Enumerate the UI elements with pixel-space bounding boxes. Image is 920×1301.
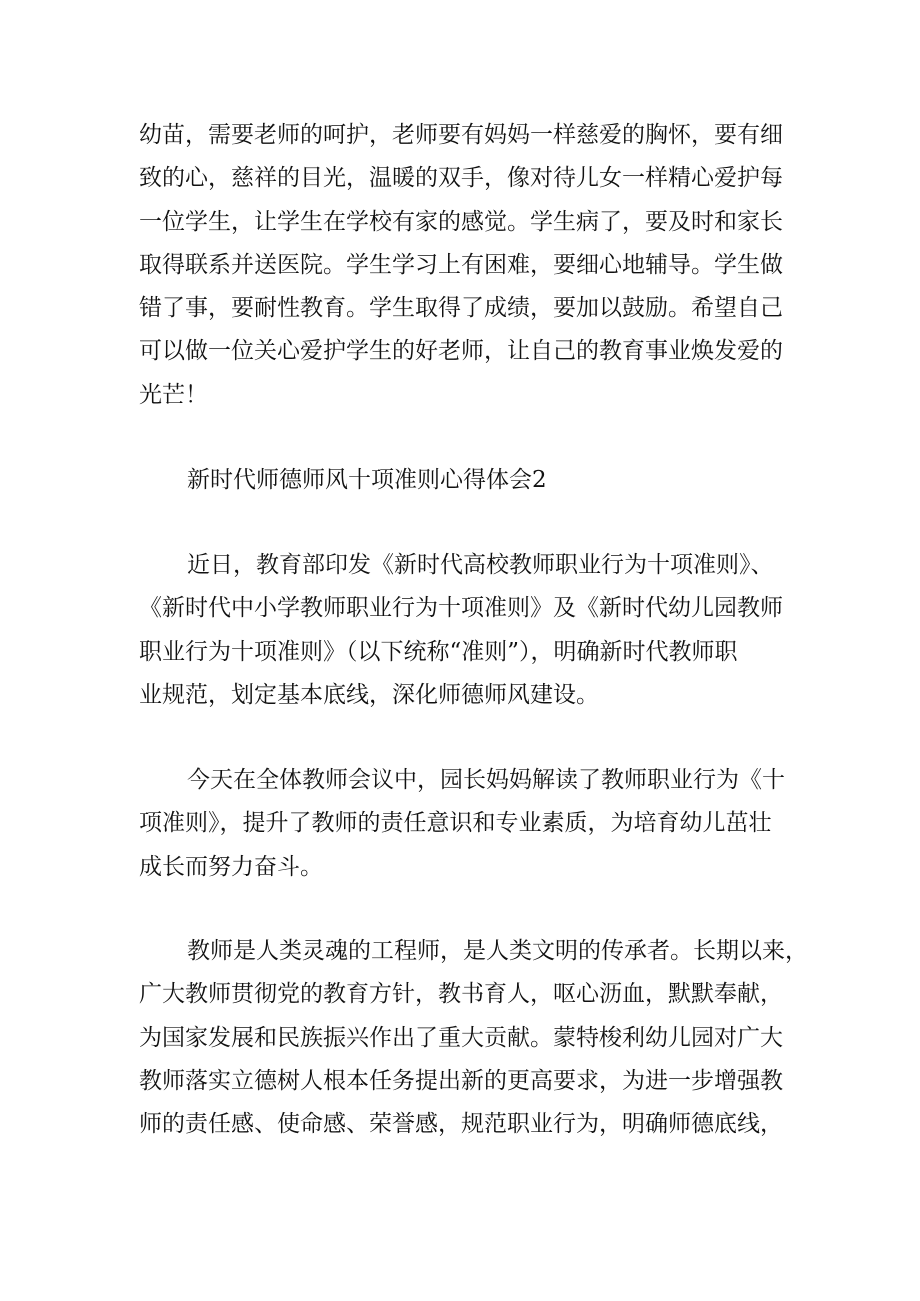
text-line: 可以做一位关心爱护学生的好老师，让自己的教育事业焕发爱的 — [139, 338, 783, 365]
text-line: 取得联系并送医院。学生学习上有困难，要细心地辅导。学生做 — [139, 251, 783, 278]
text-line: 教师是人类灵魂的工程师，是人类文明的传承者。长期以来， — [187, 938, 808, 964]
text-line: 《新时代中小学教师职业行为十项准则》及《新时代幼儿园教师 — [139, 595, 783, 622]
text-line: 致的心，慈祥的目光，温暖的双手，像对待儿女一样精心爱护每 — [139, 165, 783, 192]
text-line: 职业行为十项准则》（以下统称“准则”），明确新时代教师职 — [139, 638, 738, 665]
text-line: 幼苗，需要老师的呵护，老师要有妈妈一样慈爱的胸怀，要有细 — [139, 122, 783, 148]
paragraph-meeting — [139, 759, 799, 889]
paragraph-teachers — [139, 930, 808, 1146]
text-line: 教师落实立德树人根本任务提出新的更高要求，为进一步增强教 — [139, 1067, 783, 1094]
text-line: 业规范，划定基本底线，深化师德师风建设。 — [139, 681, 599, 708]
text-line: 近日，教育部印发《新时代高校教师职业行为十项准则》、 — [187, 552, 774, 578]
text-line: 今天在全体教师会议中，园长妈妈解读了教师职业行为《十 — [187, 767, 785, 793]
text-line: 错了事，要耐性教育。学生取得了成绩，要加以鼓励。希望自己 — [139, 295, 783, 322]
text-line: 师的责任感、使命感、荣誉感，规范职业行为，明确师德底线， — [139, 1111, 783, 1138]
paragraph-continued — [139, 114, 799, 417]
section-title-text: 新时代师德师风十项准则心得体会2 — [187, 467, 547, 493]
text-line: 成长而努力奋斗。 — [139, 853, 323, 880]
text-line: 广大教师贯彻党的教育方针，教书育人，呕心沥血，默默奉献， — [139, 981, 783, 1008]
text-line: 项准则》，提升了教师的责任意识和专业素质，为培育幼儿茁壮 — [139, 810, 772, 837]
text-line: 一位学生，让学生在学校有家的感觉。学生病了，要及时和家长 — [139, 208, 783, 235]
text-line: 光芒！ — [139, 381, 208, 408]
paragraph-intro — [139, 544, 799, 717]
section-title — [139, 459, 799, 502]
text-line: 为国家发展和民族振兴作出了重大贡献。蒙特梭利幼儿园对广大 — [139, 1024, 783, 1051]
